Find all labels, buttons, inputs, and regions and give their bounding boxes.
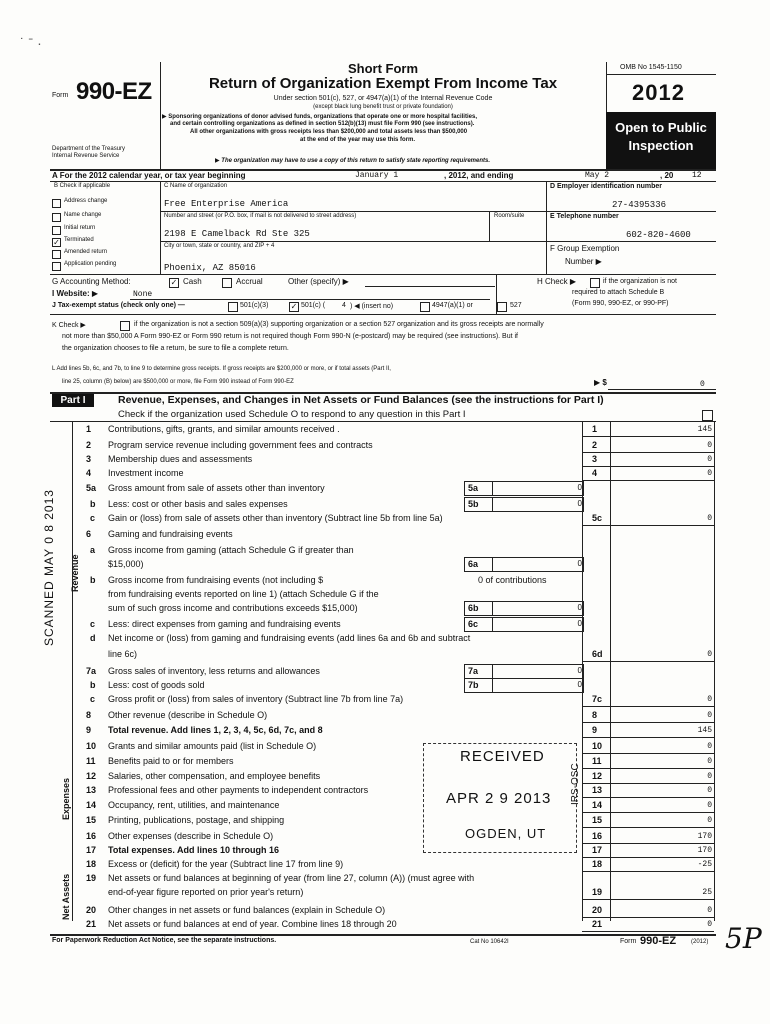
line-box-label: 1 (592, 424, 598, 434)
sub-line-divider (492, 557, 493, 571)
line-number: 3 (86, 454, 92, 464)
dept-treasury: Department of the Treasury (52, 146, 126, 152)
line-rule (582, 797, 714, 798)
line-rule (582, 466, 714, 467)
line-rule (582, 783, 714, 784)
line-amount[interactable]: 170 (697, 832, 712, 841)
street-label: Number and street (or P.O. box, if mail is not delivered to street address) (164, 213, 357, 219)
line-amount[interactable]: 170 (697, 846, 712, 855)
line-box-label: 5c (592, 513, 603, 523)
line-description: Less: cost of goods sold (108, 680, 205, 690)
line-amount[interactable]: 145 (697, 425, 712, 434)
ein-value[interactable]: 27-4395336 (612, 200, 667, 210)
title-short: Short Form (347, 61, 419, 76)
line-box-label: 20 (592, 905, 603, 915)
net-assets-side-label: Net Assets (61, 873, 71, 920)
sub-line-field (464, 664, 584, 679)
room-label: Room/suite (494, 213, 525, 219)
line-amount[interactable]: 0 (707, 906, 712, 915)
website-label: I Website: ▶ (52, 289, 99, 298)
line-description: Salaries, other compensation, and employee benefits (108, 771, 321, 781)
line-rule (582, 753, 714, 754)
sub-line-field (464, 481, 584, 496)
sub-line-box-label: 6c (468, 619, 479, 629)
group-number-label: Number ▶ (565, 257, 602, 266)
line-number: 2 (86, 440, 92, 450)
line-box-label: 9 (592, 725, 598, 735)
line-box-label: 8 (592, 710, 598, 720)
schedule-o-checkbox[interactable] (702, 410, 713, 421)
s527-checkbox[interactable] (497, 302, 507, 312)
section-b-item-label: Address change (64, 198, 108, 204)
line-l-arrow: ▶ $ (594, 378, 607, 387)
line-number: c (90, 619, 96, 629)
c-other-label: 501(c) ( (301, 302, 326, 309)
c-other-checkbox[interactable]: ✓ (290, 302, 298, 311)
line-rule (582, 827, 714, 828)
tax-year-begin[interactable]: January 1 (355, 171, 399, 180)
website-value[interactable]: None (133, 290, 153, 299)
line-amount[interactable]: 0 (707, 816, 712, 825)
sub-line-divider (492, 601, 493, 615)
line-amount[interactable]: 0 (707, 455, 712, 464)
line-rule (582, 857, 714, 858)
sub-line-box-label: 6b (468, 603, 479, 613)
subtitle-code: Under section 501(c), 527, or 4947(a)(1) of the Internal Revenue Code (273, 95, 493, 102)
line-number: d (90, 633, 96, 643)
line-number: a (90, 545, 96, 555)
line-box-label: 6d (592, 649, 603, 659)
schedule-b-checkbox[interactable] (590, 278, 600, 288)
footer-form-number: 990-EZ (640, 935, 677, 947)
tax-exempt-label: J Tax-exempt status (check only one) — (52, 302, 185, 309)
subtitle-except: (except black lung benefit trust or private foundation) (313, 104, 453, 110)
line-h-text-1: if the organization is not (603, 278, 677, 285)
line-description: $15,000) (108, 559, 144, 569)
expenses-side-label: Expenses (61, 777, 71, 820)
line-box-label: 16 (592, 831, 603, 841)
line-number: 19 (86, 873, 97, 883)
phone-label: E Telephone number (550, 213, 619, 220)
section-b-checkbox[interactable] (52, 250, 61, 259)
line-rule (582, 480, 714, 481)
line-rule (582, 931, 714, 932)
sub-line-field (464, 617, 584, 632)
line-a-label: A For the 2012 calendar year, or tax year beginning (52, 171, 246, 180)
line-l-text-2: line 25, column (B) below) are $500,000 or more, file Form 990 instead of Form 990-EZ (62, 379, 294, 385)
sub-line-box-label: 5a (468, 483, 479, 493)
line-number: 7a (86, 666, 97, 676)
line-description: from fundraising events reported on line 1) (attach Schedule G if the (108, 589, 379, 599)
line-box-label: 19 (592, 887, 603, 897)
sub-line-amount[interactable]: 0 (577, 499, 582, 508)
line-amount[interactable]: 0 (707, 742, 712, 751)
tax-year: 2012 (632, 80, 685, 105)
line-amount[interactable]: 0 (707, 801, 712, 810)
line-description: Gain or (loss) from sale of assets other than inventory (Subtract line 5b from line 5a) (108, 513, 443, 523)
cash-label: Cash (183, 277, 202, 286)
line-box-label: 12 (592, 771, 603, 781)
line-description: Other expenses (describe in Schedule O) (108, 831, 274, 841)
other-method-label: Other (specify) ▶ (288, 277, 349, 286)
line-description: Less: direct expenses from gaming and fundraising events (108, 619, 341, 629)
form-number: 990-EZ (76, 78, 152, 105)
line-amount[interactable]: 145 (697, 726, 712, 735)
line-k-text-1: if the organization is not a section 509(a)(3) supporting organization or a section 527 organization and its gross receipts are normally (134, 321, 544, 328)
irs-label: Internal Revenue Service (52, 153, 120, 159)
line-number: 9 (86, 725, 92, 735)
city-label: City or town, state or country, and ZIP + 4 (164, 243, 275, 249)
sub-line-divider (492, 678, 493, 692)
line-rule (582, 843, 714, 844)
line-box-label: 18 (592, 859, 603, 869)
sub-line-field (464, 678, 584, 693)
sub-line-divider (492, 481, 493, 495)
title-main: Return of Organization Exempt From Income Tax (208, 75, 558, 92)
section-b-checkbox[interactable] (52, 213, 61, 222)
line-box-label: 2 (592, 440, 598, 450)
line-description: Program service revenue including government fees and contracts (108, 440, 373, 450)
section-b-item-label: Initial return (64, 225, 96, 231)
line-box-label: 15 (592, 815, 603, 825)
scanned-stamp: SCANNED MAY 0 8 2013 (42, 489, 56, 646)
line-k-label: K Check ▶ (52, 322, 86, 329)
line-rule (582, 525, 714, 526)
line-number: 11 (86, 756, 96, 766)
line-number: b (90, 680, 96, 690)
line-number: 20 (86, 905, 97, 915)
section-b-item-label: Application pending (64, 261, 117, 267)
line-rule (582, 452, 714, 453)
tax-year-end-year[interactable]: 12 (692, 171, 702, 180)
line-description: Grants and similar amounts paid (list in Schedule O) (108, 741, 317, 751)
line-number: 12 (86, 771, 97, 781)
sub-line-divider (492, 664, 493, 678)
line-rule (582, 871, 714, 872)
line-h-text-3: (Form 990, 990-EZ, or 990-PF) (572, 300, 669, 307)
section-b-label: B Check if applicable (54, 183, 111, 189)
sub-line-amount[interactable]: 0 (577, 559, 582, 568)
line-rule (582, 661, 714, 662)
s527-label: 527 (510, 302, 522, 309)
ein-label: D Employer identification number (550, 183, 663, 190)
line-description: line 6c) (108, 649, 138, 659)
line-box-label: 13 (592, 785, 603, 795)
sub-line-box-label: 5b (468, 499, 479, 509)
line-description: Contributions, gifts, grants, and similar amounts received . (108, 424, 340, 434)
stamp-received: RECEIVED (460, 748, 545, 765)
org-name-label: C Name of organization (164, 183, 228, 189)
footer-cat: Cat No 10642I (470, 939, 509, 945)
line-k-text-2: not more than $50,000 A Form 990-EZ or Form 990 return is not required though Form 990-N (e-postcard) may be required (see instructions). But if (62, 333, 518, 340)
line-amount[interactable]: 0 (707, 514, 712, 523)
section-b-item-label: Terminated (64, 237, 94, 243)
line-description: Net assets or fund balances at beginning of year (from line 27, column (A)) (must agree with (108, 873, 475, 883)
stamp-code: IRS-OSC (570, 763, 581, 805)
section-b-checkbox[interactable] (52, 226, 61, 235)
sponsor-note-2: and certain controlling organizations as defined in section 512(b)(13) must file Form 990 (see instructions). (170, 121, 475, 127)
c3-label: 501(c)(3) (240, 302, 269, 309)
line-number: 5a (86, 483, 97, 493)
line-amount[interactable]: 0 (707, 786, 712, 795)
line-h-label: H Check ▶ (537, 277, 577, 286)
handwritten-note: 5P (725, 922, 762, 955)
line-box-label: 7c (592, 694, 603, 704)
line-description: Total expenses. Add lines 10 through 16 (108, 845, 280, 855)
line-description: end-of-year figure reported on prior year's return) (108, 887, 304, 897)
line-rule (582, 917, 714, 918)
line-description: Other revenue (describe in Schedule O) (108, 710, 268, 720)
org-name[interactable]: Free Enterprise America (164, 199, 289, 209)
line-number: b (90, 499, 96, 509)
part1-title: Revenue, Expenses, and Changes in Net Assets or Fund Balances (see the instructions for Part I) (118, 394, 604, 406)
open-public-line1: Open to Public (615, 120, 707, 135)
footer-form-year: (2012) (691, 939, 709, 945)
line-description: Membership dues and assessments (108, 454, 253, 464)
line-amount[interactable]: 0 (707, 441, 712, 450)
line-number: 4 (86, 468, 92, 478)
line-description: Benefits paid to or for members (108, 756, 234, 766)
accounting-method-label: G Accounting Method: (52, 277, 131, 286)
line-amount[interactable]: 0 (707, 695, 712, 704)
line-description: Gross amount from sale of assets other than inventory (108, 483, 325, 493)
sub-line-box-label: 7a (468, 666, 479, 676)
line-description: Professional fees and other payments to independent contractors (108, 785, 369, 795)
line-amount[interactable]: 25 (702, 888, 712, 897)
scan-mark: ˙ ˉ · (20, 35, 42, 51)
accrual-label: Accrual (236, 277, 263, 286)
sub-line-field (464, 557, 584, 572)
line-rule (582, 812, 714, 813)
section-b-checkbox[interactable] (52, 262, 61, 271)
line-k-checkbox[interactable] (120, 321, 130, 331)
line-number: c (90, 513, 96, 523)
section-b-checkbox[interactable] (52, 199, 61, 208)
line-description: Gross profit or (loss) from sales of inventory (Subtract line 7b from line 7a) (108, 694, 404, 704)
line-description: Excess or (deficit) for the year (Subtract line 17 from line 9) (108, 859, 344, 869)
sponsor-note-3: All other organizations with gross receipts less than $200,000 and total assets less than $500,000 (190, 129, 468, 135)
sponsor-note-4: at the end of the year may use this form. (300, 137, 416, 143)
line-description: sum of such gross income and contributions exceeds $15,000) (108, 603, 358, 613)
line-number: 1 (86, 424, 92, 434)
sub-line-box-label: 7b (468, 680, 479, 690)
insert-label: ) ◀ (insert no) (350, 303, 394, 310)
open-public-line2: Inspection (628, 138, 694, 153)
line-rule (582, 722, 714, 723)
line-amount[interactable]: 0 (707, 772, 712, 781)
c3-checkbox[interactable] (228, 302, 238, 312)
line-number: 16 (86, 831, 97, 841)
sub-line-amount[interactable]: 0 (577, 619, 582, 628)
tax-year-end[interactable]: May 2 (585, 171, 610, 180)
line-rule (582, 899, 714, 900)
line-rule (582, 768, 714, 769)
a1-checkbox[interactable] (420, 302, 430, 312)
part1-tag: Part I (52, 394, 94, 407)
line-box-label: 10 (592, 741, 603, 751)
line-number: 6 (86, 529, 92, 539)
line-rule (582, 436, 714, 437)
sub-line-divider (492, 497, 493, 511)
sub-line-amount[interactable]: 0 (577, 680, 582, 689)
accrual-checkbox[interactable] (222, 278, 232, 288)
sub-line-amount[interactable]: 0 (577, 603, 582, 612)
line-number: 13 (86, 785, 97, 795)
section-b-checkbox[interactable]: ✓ (53, 238, 60, 247)
omb-number: OMB No 1545-1150 (620, 64, 682, 71)
section-b-item-label: Amended return (64, 249, 108, 255)
line-description: Printing, publications, postage, and shipping (108, 815, 285, 825)
line-a-year-suffix: , 20 (660, 171, 674, 180)
sub-line-amount[interactable]: 0 (577, 483, 582, 492)
line-description: Occupancy, rent, utilities, and maintenance (108, 800, 280, 810)
gross-receipts-value[interactable]: 0 (700, 380, 705, 389)
sub-line-box-label: 6a (468, 559, 479, 569)
sub-line-field (464, 601, 584, 616)
part1-check-text: Check if the organization used Schedule O to respond to any question in this Part I (118, 409, 466, 420)
footer-form-label: Form (620, 938, 637, 945)
line-box-label: 17 (592, 845, 603, 855)
sponsor-note-1: ▶ Sponsoring organizations of donor advised funds, organizations that operate one or more hospital facilities, (162, 114, 477, 120)
line-box-label: 14 (592, 800, 603, 810)
line-description: Gross sales of inventory, less returns and allowances (108, 666, 320, 676)
line-number: b (90, 575, 96, 585)
c-number[interactable]: 4 (342, 302, 346, 309)
line-amount[interactable]: 0 (707, 711, 712, 720)
line-description: Gross income from fundraising events (not including $ (108, 575, 324, 585)
phone-value[interactable]: 602-820-4600 (626, 230, 691, 240)
line-description: Investment income (108, 468, 184, 478)
line-number: 18 (86, 859, 97, 869)
line-number: 8 (86, 710, 92, 720)
line-number: 10 (86, 741, 97, 751)
a1-label: 4947(a)(1) or (432, 302, 473, 309)
city-state-zip[interactable]: Phoenix, AZ 85016 (164, 263, 256, 273)
line-k-text-3: the organization chooses to file a return, be sure to file a complete return. (62, 345, 289, 352)
line-h-text-2: required to attach Schedule B (572, 289, 665, 296)
stamp-city: OGDEN, UT (465, 826, 547, 841)
line-number: 17 (86, 845, 97, 855)
sub-line-amount[interactable]: 0 (577, 666, 582, 675)
line-amount[interactable]: 0 (707, 920, 712, 929)
sub-line-divider (492, 617, 493, 631)
section-b-item-label: Name change (64, 212, 102, 218)
group-exemption-label: F Group Exemption (550, 244, 620, 253)
line-description: Net assets or fund balances at end of year. Combine lines 18 through 20 (108, 919, 397, 929)
form-prefix: Form (52, 92, 69, 99)
sub-line-field (464, 497, 584, 512)
line-box-label: 4 (592, 468, 598, 478)
line-amount[interactable]: 0 (707, 650, 712, 659)
line-amount[interactable]: 0 (707, 469, 712, 478)
cash-checkbox[interactable]: ✓ (170, 278, 178, 287)
line-box-label: 11 (592, 756, 602, 766)
line-amount[interactable]: 0 (707, 757, 712, 766)
line-description: Gross income from gaming (attach Schedule G if greater than (108, 545, 354, 555)
line-number: 15 (86, 815, 97, 825)
line-amount[interactable]: -25 (697, 860, 712, 869)
line-box-label: 21 (592, 919, 603, 929)
line-description: Less: cost or other basis and sales expenses (108, 499, 288, 509)
state-note: ▶ The organization may have to use a copy of this return to satisfy state reporting requirements. (215, 158, 491, 164)
footer-paperwork: For Paperwork Reduction Act Notice, see the separate instructions. (52, 937, 277, 944)
line-box-label: 3 (592, 454, 598, 464)
line-description: Gaming and fundraising events (108, 529, 233, 539)
line-number: c (90, 694, 96, 704)
line-number: 14 (86, 800, 97, 810)
line-rule (582, 706, 714, 707)
stamp-date: APR 2 9 2013 (446, 790, 552, 807)
street-address[interactable]: 2198 E Camelback Rd Ste 325 (164, 229, 310, 239)
line-mid-text: 0 of contributions (478, 575, 547, 585)
line-a-mid: , 2012, and ending (444, 171, 514, 180)
revenue-side-label: Revenue (70, 554, 80, 592)
line-l-text-1: L Add lines 5b, 6c, and 7b, to line 9 to determine gross receipts. If gross receipts are $200,000 or more, or if total assets (Part II, (52, 366, 391, 372)
line-rule (582, 737, 714, 738)
line-description: Other changes in net assets or fund balances (explain in Schedule O) (108, 905, 386, 915)
line-description: Net income or (loss) from gaming and fundraising events (add lines 6a and 6b and subtract (108, 633, 471, 643)
line-description: Total revenue. Add lines 1, 2, 3, 4, 5c, 6d, 7c, and 8 (108, 725, 323, 735)
line-number: 21 (86, 919, 97, 929)
